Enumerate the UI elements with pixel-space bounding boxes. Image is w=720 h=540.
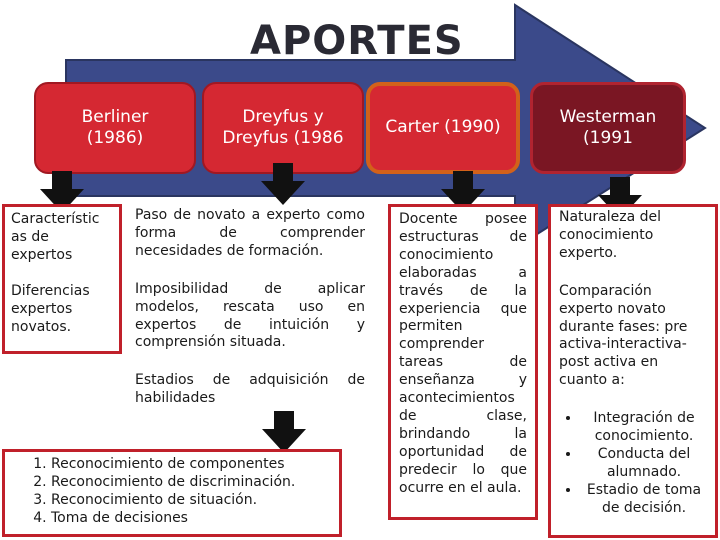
header-dreyfus-label: Dreyfus y Dreyfus (1986 bbox=[222, 106, 344, 148]
bullet-item: • Estadio de toma de decisión. bbox=[581, 482, 707, 518]
down-arrow-5 bbox=[262, 411, 306, 453]
page-title: APORTES bbox=[250, 18, 464, 64]
dreyfus-text-1: Paso de novato a experto como forma de comprender necesidades de formación. bbox=[135, 207, 365, 259]
berliner-text-1: Característic as de expertos bbox=[11, 211, 100, 263]
carter-text: Docente posee estructuras de conocimiento elaboradas a través de la experiencia que permiten comprender tareas de enseñanza y acontecimientos de clase, brindando la oportunidad de predecir lo que ocurre en el aula. bbox=[399, 211, 527, 496]
westerman-text-1: Naturaleza del conocimiento experto. bbox=[559, 209, 662, 261]
bullet-item: • Integración de conocimiento. bbox=[581, 410, 707, 446]
westerman-box bbox=[548, 204, 718, 538]
stage-item: 4. Toma de decisiones bbox=[51, 510, 333, 528]
dreyfus-text-2: Imposibilidad de aplicar modelos, rescata uso en expertos de intuición y comprensión situada. bbox=[135, 280, 365, 351]
dreyfus-text-area bbox=[135, 207, 365, 408]
stage-item: 1. Reconocimiento de componentes bbox=[51, 456, 333, 474]
dreyfus-text-3: Estadios de adquisición de habilidades bbox=[135, 372, 365, 407]
dreyfus-stages-list bbox=[11, 456, 333, 528]
stage-item: 2. Reconocimiento de discriminación. bbox=[51, 474, 333, 492]
stage-item: 3. Reconocimiento de situación. bbox=[51, 492, 333, 510]
bullet-item: • Conducta del alumnado. bbox=[581, 446, 707, 482]
header-berliner bbox=[34, 82, 196, 174]
header-berliner-label: Berliner (1986) bbox=[81, 106, 149, 148]
header-westerman-label: Westerman (1991 bbox=[559, 106, 657, 148]
down-arrow-2 bbox=[261, 163, 305, 205]
westerman-bullets bbox=[559, 410, 707, 517]
header-westerman bbox=[530, 82, 686, 174]
header-carter-label: Carter (1990) bbox=[385, 117, 501, 138]
header-dreyfus bbox=[202, 82, 364, 174]
berliner-box bbox=[2, 204, 122, 354]
carter-box bbox=[388, 204, 538, 520]
westerman-text-2: Comparación experto novato durante fases: pre activa-interactiva-post activa en cuanto a: bbox=[559, 282, 688, 389]
dreyfus-stages-box bbox=[2, 449, 342, 537]
berliner-text-2: Diferencias expertos novatos. bbox=[11, 282, 90, 335]
header-carter bbox=[366, 82, 520, 174]
